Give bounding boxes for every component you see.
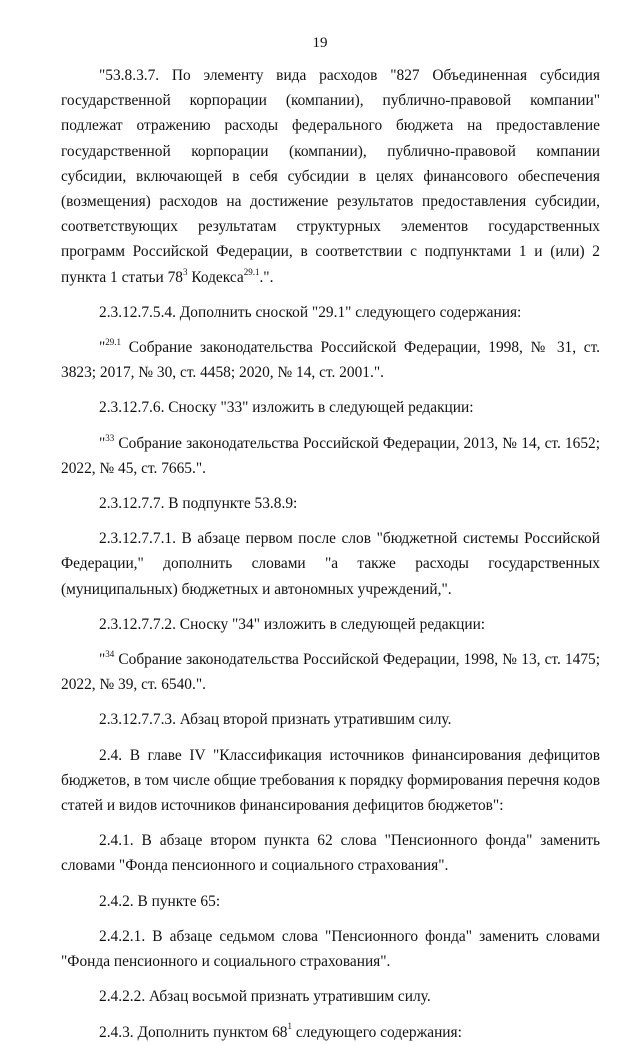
paragraph (61, 828, 600, 878)
paragraph-text: Кодекса (187, 268, 244, 286)
paragraph-text: 2.3.12.7.7.2. Сноску "34" изложить в следующей редакции: (99, 615, 486, 633)
paragraph-text: 2.3.12.7.7.1. В абзаце первом после слов "бюджетной системы Российской Федерации," дополнить словами "а также расходы государственных (муниципальных) бюджетных и автономных учреждений,". (61, 530, 600, 598)
paragraph-text: Собрание законодательства Российской Федерации, 1998, № 31, ст. 3823; 2017, № 30, ст. 4458; 2020, № 14, ст. 2001.". (61, 339, 600, 382)
paragraph-text: 2.4.2.2. Абзац восьмой признать утратившим силу. (99, 988, 431, 1006)
page-number: 19 (312, 35, 328, 51)
paragraph-text: .". (259, 268, 274, 286)
paragraph-text: следующего содержания: (292, 1023, 462, 1041)
paragraph (61, 984, 600, 1009)
paragraph (61, 612, 600, 637)
paragraph-text: "53.8.3.7. По элементу вида расходов "827 Объединенная субсидия государственной корпорации (компании), публично-правовой компании" подлежат отражению расходы федерального бюджета на предоставление государственной корпорации (компании), публично-правовой компании субсидии, включающей в себя субсидии в целях финансового обеспечения (возмещения) расходов на достижение результатов предоставления субсидии, соответствующих результатам структурных элементов государственных программ Российской Федерации, в соответствии с подпунктами 1 и (или) 2 пункта 1 статьи 78 (61, 67, 600, 286)
paragraph (61, 491, 600, 516)
paragraph (61, 63, 600, 290)
superscript: 33 (105, 432, 115, 443)
paragraph (61, 743, 600, 819)
paragraph-text: " (99, 434, 106, 452)
superscript: 34 (105, 648, 115, 659)
paragraph-text: " (99, 651, 106, 669)
paragraph-text: 2.4.1. В абзаце втором пункта 62 слова "Пенсионного фонда" заменить словами "Фонда пенсионного и социального страхования". (61, 832, 600, 875)
paragraph-text: Собрание законодательства Российской Федерации, 2013, № 14, ст. 1652; 2022, № 45, ст. 7665.". (61, 434, 600, 477)
superscript: 3 (182, 266, 188, 277)
paragraph (61, 526, 600, 602)
superscript: 29.1 (243, 266, 260, 277)
superscript: 1 (287, 1021, 292, 1032)
paragraph-text: 2.4. В главе IV "Классификация источников финансирования дефицитов бюджетов, в том числе общие требования к порядку формирования перечня кодов статей и видов источников финансирования дефицитов бюджетов": (61, 746, 600, 815)
paragraph-text: 2.3.12.7.7. В подпункте 53.8.9: (99, 495, 298, 513)
paragraph (61, 300, 600, 325)
paragraph-text: 2.3.12.7.6. Сноску "33" изложить в следующей редакции: (99, 399, 474, 417)
paragraph-text: 2.4.2. В пункте 65: (99, 892, 221, 910)
paragraph-text: 2.4.2.1. В абзаце седьмом слова "Пенсионного фонда" заменить словами "Фонда пенсионного и социального страхования". (61, 927, 600, 971)
paragraph-text: 2.4.3. Дополнить пунктом 68 (99, 1023, 288, 1041)
paragraph (61, 707, 600, 732)
superscript: 29.1 (105, 336, 122, 347)
paragraph (61, 889, 600, 914)
document-body (61, 63, 600, 1045)
paragraph-text: " (99, 339, 106, 357)
paragraph-text: 2.3.12.7.7.3. Абзац второй признать утратившим силу. (99, 711, 452, 729)
paragraph (61, 1020, 600, 1045)
paragraph-text: Собрание законодательства Российской Федерации, 1998, № 13, ст. 1475; 2022, № 39, ст. 6540.". (61, 651, 600, 694)
paragraph (61, 395, 600, 420)
paragraph (61, 431, 600, 481)
paragraph (61, 924, 600, 974)
paragraph (61, 335, 600, 385)
paragraph (61, 647, 600, 697)
paragraph-text: 2.3.12.7.5.4. Дополнить сноской "29.1" следующего содержания: (99, 303, 522, 321)
